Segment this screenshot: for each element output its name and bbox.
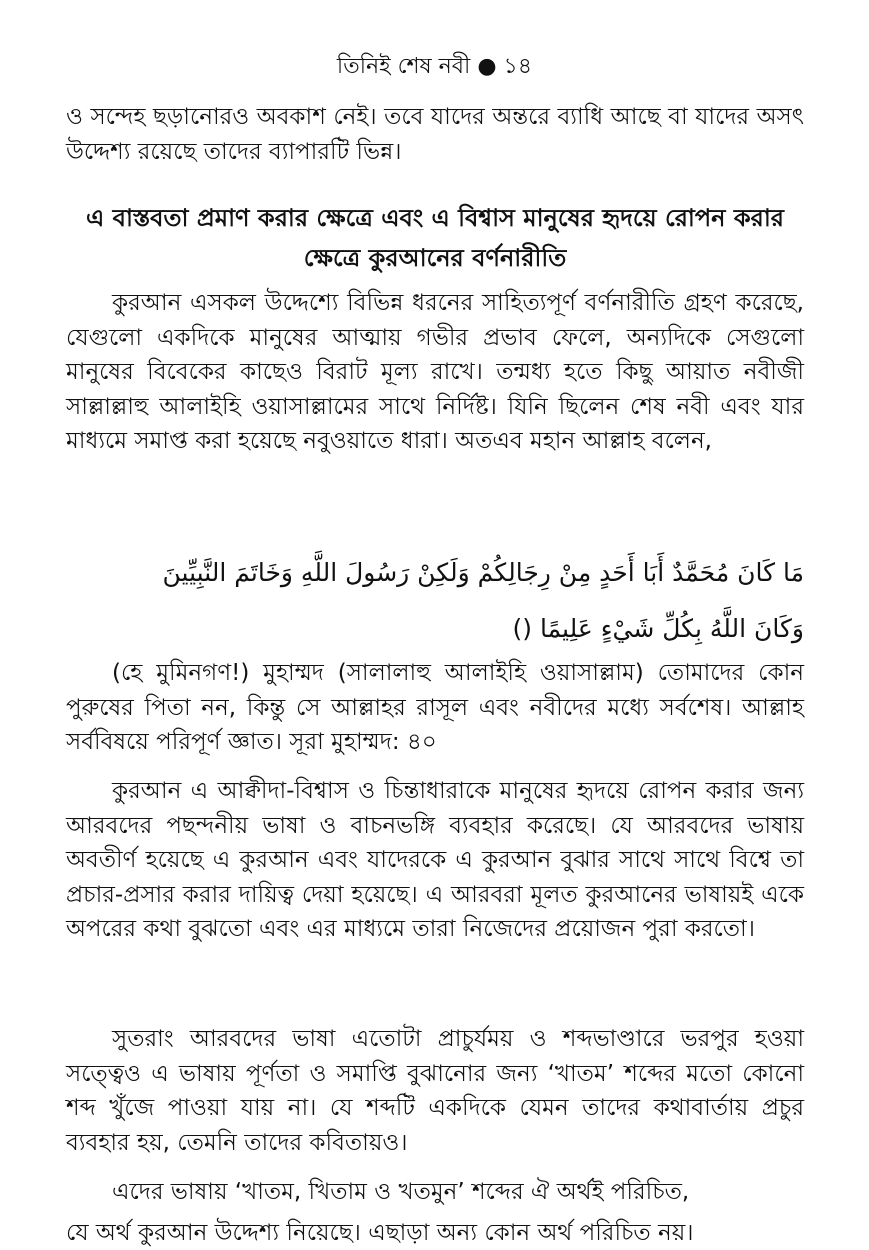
arabic-verse-line-1: مَا كَانَ مُحَمَّدٌ أَبَا أَحَدٍ مِنْ رِجَالِكُمْ وَلَكِنْ رَسُولَ اللَّهِ وَخَاتَمَ النَّبِيِّينَ [66,544,804,602]
paragraph-text: সুতরাং আরবদের ভাষা এতোটা প্রাচুর্যময় ও শব্দভাণ্ডারে ভরপুর হওয়া সত্ত্বেও এ ভাষায় পূর্ণতা ও সমাপ্তি বুঝানোর জন্য ‘খাতম’ শব্দের মতো কোনো শব্দ খুঁজে পাওয়া যায় না। যে শব্দটি একদিকে যেমন তাদের কথাবার্তায় প্রচুর ব্যবহার হয়, তেমনি তাদের কবিতায়ও। [66,1022,804,1160]
arabic-verse-line-2: وَكَانَ اللَّهُ بِكُلِّ شَيْءٍ عَلِيمًا () [66,600,804,658]
paragraph-intro [66,286,804,459]
paragraph-text: ও সন্দেহ ছড়ানোরও অবকাশ নেই। তবে যাদের অন্তরে ব্যাধি আছে বা যাদের অসৎ উদ্দেশ্য রয়েছে তাদের ব্যাপারটি ভিন্ন। [66,100,804,169]
paragraph-text-cut: যে অর্থ কুরআন উদ্দেশ্য নিয়েছে। এছাড়া অন্য কোন অর্থ পরিচিত নয়। [66,1216,804,1250]
paragraph-continuation [66,100,804,169]
running-header: তিনিই শেষ নবী ● ১৪ [0,52,869,82]
paragraph-khatam-word [66,1022,804,1160]
paragraph-text: (হে মুমিনগণ!) মুহাম্মদ (সালালাহু আলাইহি ওয়াসাল্লাম) তোমাদের কোন পুরুষের পিতা নন, কিন্তু সে আল্লাহর রাসূল এবং নবীদের মধ্যে সর্বশেষ। আল্লাহ সর্ববিষয়ে পরিপূর্ণ জ্ঞাত। সূরা মুহাম্মদ: ৪০ [66,656,804,760]
paragraph-text: কুরআন এসকল উদ্দেশ্যে বিভিন্ন ধরনের সাহিত্যপূর্ণ বর্ণনারীতি গ্রহণ করেছে, যেগুলো একদিকে মানুষের আত্মায় গভীর প্রভাব ফেলে, অন্যদিকে সেগুলো মানুষের বিবেকের কাছেও বিরাট মূল্য রাখে। তন্মধ্য হতে কিছু আয়াত নবীজী সাল্লাল্লাহু আলাইহি ওয়াসাল্লামের সাথে নির্দিষ্ট। যিনি ছিলেন শেষ নবী এবং যার মাধ্যমে সমাপ্ত করা হয়েছে নবুওয়াতে ধারা। অতএব মহান আল্লাহ বলেন, [66,286,804,459]
section-heading: এ বাস্তবতা প্রমাণ করার ক্ষেত্রে এবং এ বিশ্বাস মানুষের হৃদয়ে রোপন করার ক্ষেত্রে কুরআনের বর্ণনারীতি [60,198,810,278]
paragraph-translation [66,656,804,760]
paragraph-text: এদের ভাষায় ‘খাতম, খিতাম ও খতমুন’ শব্দের ঐ অর্থই পরিচিত, [66,1175,804,1210]
paragraph-last [66,1175,804,1250]
paragraph-text: কুরআন এ আক্বীদা-বিশ্বাস ও চিন্তাধারাকে মানুষের হৃদয়ে রোপন করার জন্য আরবদের পছন্দনীয় ভাষা ও বাচনভঙ্গি ব্যবহার করেছে। যে আরবদের ভাষায় অবতীর্ণ হয়েছে এ কুরআন এবং যাদেরকে এ কুরআন বুঝার সাথে সাথে বিশ্বে তা প্রচার-প্রসার করার দায়িত্ব দেয়া হয়েছে। এ আরবরা মূলত কুরআনের ভাষায়ই একে অপরের কথা বুঝতো এবং এর মাধ্যমে তারা নিজেদের প্রয়োজন পুরা করতো। [66,774,804,947]
paragraph-arabic-language [66,774,804,947]
